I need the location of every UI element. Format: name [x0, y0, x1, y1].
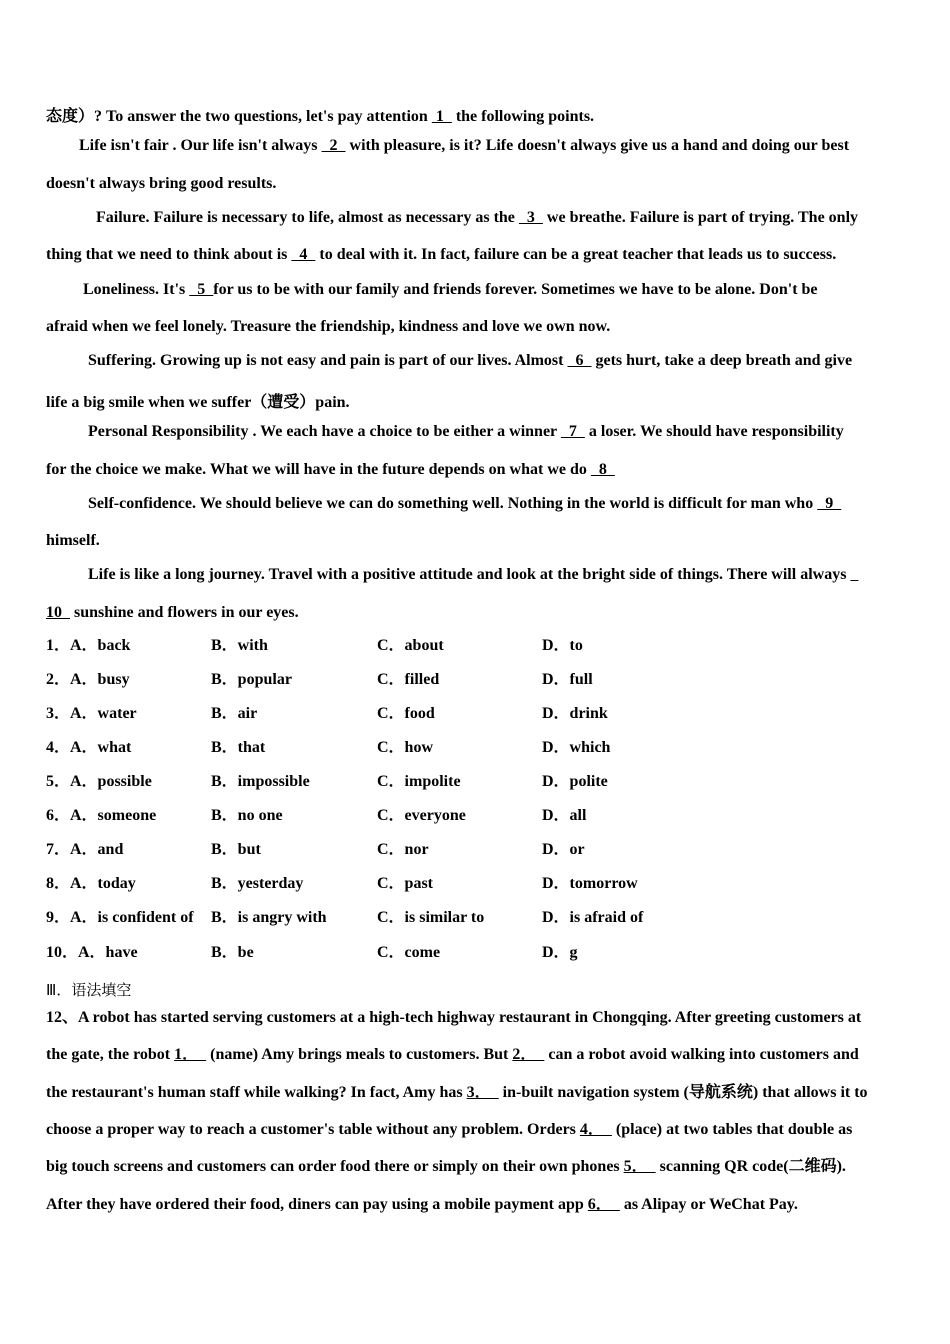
text-segment: to deal with it. In fact, failure can be a great teacher that leads us to success.: [315, 246, 837, 263]
text-line: [88, 423, 844, 441]
answer-blank[interactable]: 4．: [579, 1121, 612, 1138]
text-segment: After they have ordered their food, diners can pay using a mobile payment app: [46, 1196, 588, 1213]
text-segment: life a big smile when we suffer（遭受）pain.: [46, 394, 350, 411]
text-line: [46, 604, 299, 622]
text-segment: (name) Amy brings meals to customers. But: [206, 1046, 513, 1063]
option-choice[interactable]: D．to: [542, 637, 583, 654]
text-segment: a loser. We should have responsibility: [584, 423, 844, 440]
option-choice[interactable]: D．which: [542, 739, 611, 756]
text-segment: the restaurant's human staff while walking? In fact, Amy has: [46, 1084, 467, 1101]
answer-blank[interactable]: 1: [431, 108, 452, 125]
text-segment: big touch screens and customers can order food there or simply on their own phones: [46, 1158, 624, 1175]
text-line: [46, 1004, 861, 1027]
option-choice[interactable]: D．full: [542, 671, 593, 688]
text-line: [46, 318, 610, 336]
answer-blank[interactable]: [850, 566, 858, 583]
option-choice[interactable]: B．no one: [211, 807, 283, 824]
text-segment: Self-confidence. We should believe we can do something well. Nothing in the world is difficult for man who: [88, 495, 818, 512]
option-choice[interactable]: 1．A．back: [46, 637, 131, 654]
answer-blank[interactable]: 7: [560, 423, 585, 440]
option-choice[interactable]: C．how: [377, 739, 434, 756]
option-choice[interactable]: B．air: [211, 705, 258, 722]
answer-blank[interactable]: 9: [817, 495, 842, 512]
option-choice[interactable]: 3．A．water: [46, 705, 137, 722]
text-line: [46, 1116, 852, 1139]
option-choice[interactable]: 8．A．today: [46, 875, 136, 892]
option-choice[interactable]: B．impossible: [211, 773, 310, 790]
text-segment: the following points.: [451, 108, 595, 125]
option-choice[interactable]: C．filled: [377, 671, 440, 688]
text-segment: can a robot avoid walking into customers and: [544, 1046, 859, 1063]
text-segment: 12、A robot has started serving customers at a high-tech highway restaurant in Chongqing. After greeting customers at: [46, 1009, 862, 1026]
text-line: [46, 175, 276, 193]
answer-blank[interactable]: 2: [321, 137, 346, 154]
answer-blank[interactable]: 1．: [174, 1046, 207, 1063]
text-line: [46, 1041, 859, 1064]
text-line: [46, 389, 350, 412]
text-line: [79, 137, 849, 155]
answer-blank[interactable]: 5: [189, 281, 214, 298]
text-segment: (place) at two tables that double as: [611, 1121, 853, 1138]
text-line: [46, 1079, 868, 1102]
option-choice[interactable]: C．everyone: [377, 807, 466, 824]
text-line: [88, 495, 841, 513]
option-choice[interactable]: C．nor: [377, 841, 429, 858]
option-choice[interactable]: 9．A．is confident of: [46, 909, 194, 926]
option-choice[interactable]: 10．A．have: [46, 944, 138, 961]
option-choice[interactable]: D．or: [542, 841, 585, 858]
option-choice[interactable]: D．g: [542, 944, 578, 961]
option-choice[interactable]: D．tomorrow: [542, 875, 638, 892]
option-choice[interactable]: B．be: [211, 944, 254, 961]
option-choice[interactable]: B．yesterday: [211, 875, 304, 892]
text-line: [88, 352, 852, 370]
text-segment: choose a proper way to reach a customer's table without any problem. Orders: [46, 1121, 580, 1138]
text-line: [46, 461, 615, 479]
option-choice[interactable]: D．all: [542, 807, 587, 824]
text-line: [46, 1153, 846, 1176]
option-choice[interactable]: D．is afraid of: [542, 909, 644, 926]
text-segment: Loneliness. It's: [83, 281, 190, 298]
text-segment: for the choice we make. What we will have in the future depends on what we do: [46, 461, 591, 478]
option-choice[interactable]: B．is angry with: [211, 909, 327, 926]
answer-blank[interactable]: 3: [518, 209, 543, 226]
option-choice[interactable]: C．past: [377, 875, 434, 892]
text-segment: for us to be with our family and friends forever. Sometimes we have to be alone. Don't be: [213, 281, 818, 298]
text-line: [46, 1191, 798, 1214]
option-choice[interactable]: C．food: [377, 705, 435, 722]
text-segment: the gate, the robot: [46, 1046, 175, 1063]
option-choice[interactable]: C．is similar to: [377, 909, 485, 926]
option-choice[interactable]: B．with: [211, 637, 268, 654]
text-segment: scanning QR code(二维码).: [655, 1158, 846, 1175]
option-choice[interactable]: B．but: [211, 841, 261, 858]
text-segment: as Alipay or WeChat Pay.: [619, 1196, 798, 1213]
text-segment: 态度）? To answer the two questions, let's pay attention: [46, 108, 432, 125]
option-choice[interactable]: D．drink: [542, 705, 608, 722]
text-segment: Suffering. Growing up is not easy and pain is part of our lives. Almost: [88, 352, 568, 369]
text-segment: Life isn't fair . Our life isn't always: [79, 137, 322, 154]
text-segment: Failure. Failure is necessary to life, almost as necessary as the: [96, 209, 519, 226]
answer-blank[interactable]: 6: [567, 352, 592, 369]
answer-blank[interactable]: 5．: [623, 1158, 656, 1175]
text-segment: gets hurt, take a deep breath and give: [591, 352, 853, 369]
answer-blank[interactable]: 6．: [587, 1196, 620, 1213]
option-choice[interactable]: D．polite: [542, 773, 608, 790]
text-segment: sunshine and flowers in our eyes.: [70, 604, 299, 621]
option-choice[interactable]: C．about: [377, 637, 444, 654]
option-choice[interactable]: 5．A．possible: [46, 773, 152, 790]
text-segment: doesn't always bring good results.: [46, 175, 277, 192]
text-line: [83, 281, 818, 299]
text-line: [88, 566, 858, 584]
option-choice[interactable]: C．impolite: [377, 773, 461, 790]
text-line: [46, 103, 594, 126]
text-segment: Personal Responsibility . We each have a choice to be either a winner: [88, 423, 561, 440]
answer-blank[interactable]: 3．: [466, 1084, 499, 1101]
text-line: [46, 532, 100, 550]
text-segment: with pleasure, is it? Life doesn't always give us a hand and doing our best: [345, 137, 850, 154]
option-choice[interactable]: B．popular: [211, 671, 292, 688]
section-heading: Ⅲ．语法填空: [46, 981, 132, 999]
text-segment: afraid when we feel lonely. Treasure the friendship, kindness and love we own now.: [46, 318, 611, 335]
answer-blank[interactable]: 10: [46, 604, 70, 621]
option-choice[interactable]: 4．A．what: [46, 739, 132, 756]
option-choice[interactable]: B．that: [211, 739, 266, 756]
text-line: [96, 209, 858, 227]
answer-blank[interactable]: 4: [291, 246, 316, 263]
text-segment: Life is like a long journey. Travel with a positive attitude and look at the bright side of things. There will always: [88, 566, 851, 583]
text-segment: himself.: [46, 532, 100, 549]
option-choice[interactable]: 6．A．someone: [46, 807, 157, 824]
answer-blank[interactable]: 2．: [512, 1046, 545, 1063]
text-segment: we breathe. Failure is part of trying. The only: [542, 209, 859, 226]
option-choice[interactable]: 7．A．and: [46, 841, 124, 858]
option-choice[interactable]: 2．A．busy: [46, 671, 130, 688]
text-segment: thing that we need to think about is: [46, 246, 292, 263]
text-line: [46, 246, 836, 264]
text-segment: in-built navigation system (导航系统) that allows it to: [498, 1084, 868, 1101]
answer-blank[interactable]: 8: [590, 461, 615, 478]
option-choice[interactable]: C．come: [377, 944, 441, 961]
